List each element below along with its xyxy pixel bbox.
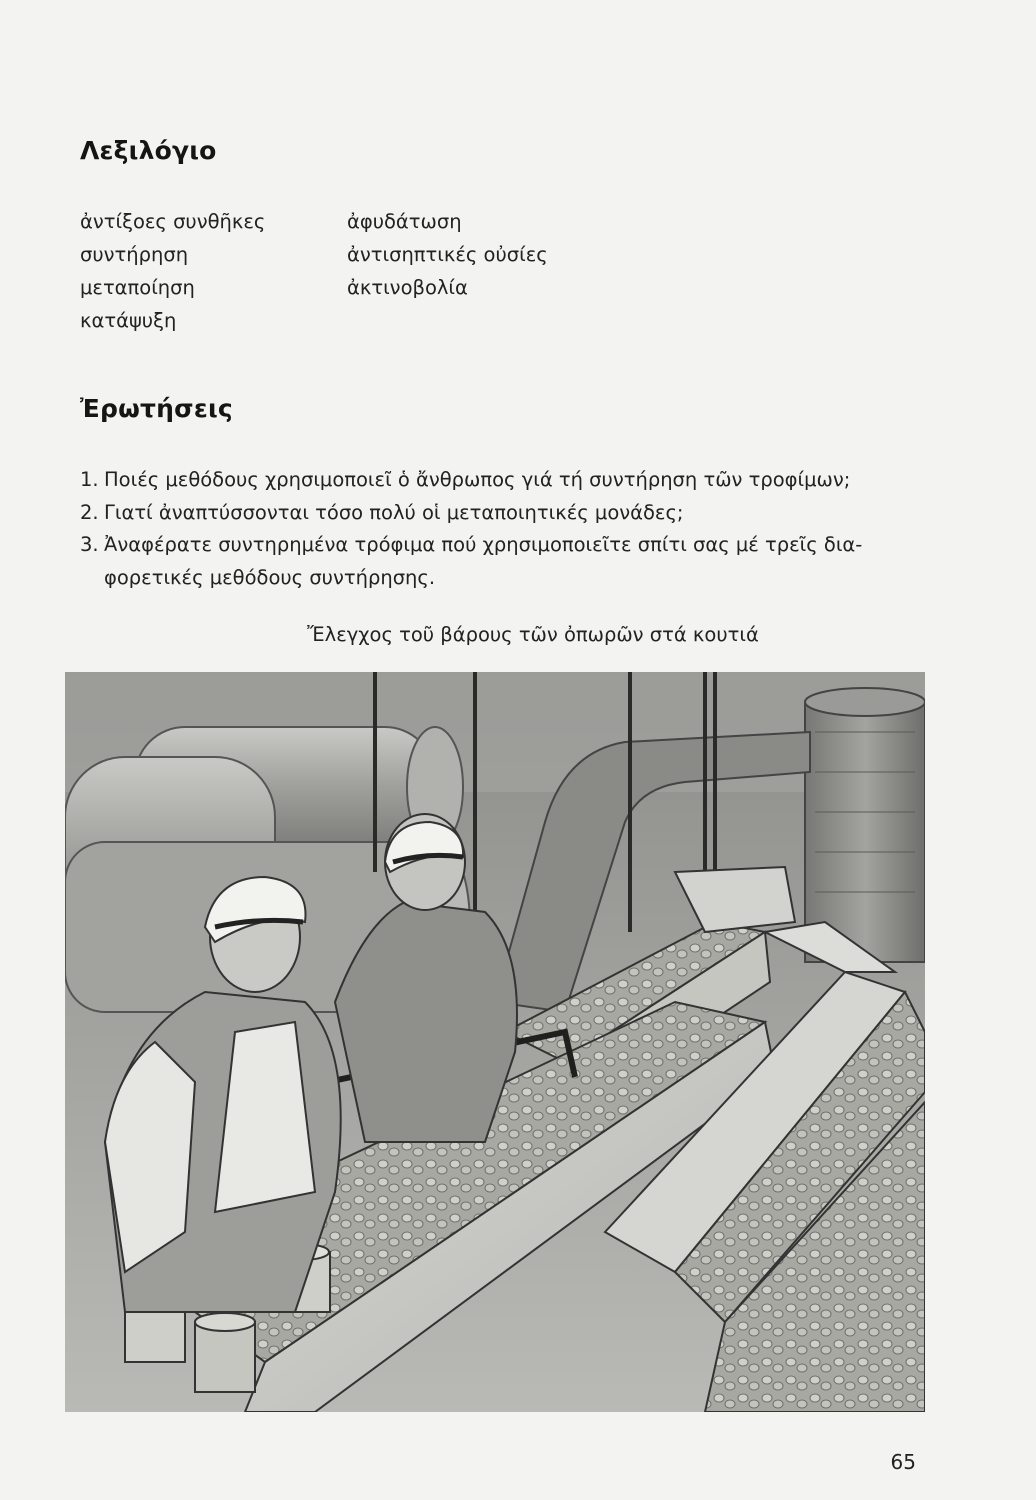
vocabulary-term: ἀντισηπτικές οὐσίες [347, 243, 548, 266]
question-text: Ἀναφέρατε συντηρημένα τρόφιμα πού χρησιμοποιεῖτε σπίτι σας μέ τρεῖς δια-φορετικές μεθόδους συντήρησης. [104, 533, 863, 589]
question-text: Γιατί ἀναπτύσσονται τόσο πολύ οἱ μεταποιητικές μονάδες; [104, 500, 684, 524]
factory-illustration [65, 672, 925, 1412]
question-number: 1. [80, 468, 99, 491]
question-item [80, 464, 940, 497]
questions-list [80, 464, 940, 594]
vocabulary-column-1 [80, 205, 265, 337]
vocabulary-term: ἀντίξοες συνθῆκες [80, 210, 266, 233]
vocabulary-column-2 [347, 205, 548, 304]
questions-heading: Ἐρωτήσεις [80, 394, 233, 423]
question-item [80, 497, 940, 530]
page-number: 65 [890, 1450, 916, 1474]
illustration-caption: Ἔλεγχος τοῦ βάρους τῶν ὀπωρῶν στά κουτιά [307, 623, 759, 646]
vocabulary-term: κατάψυξη [80, 309, 177, 332]
vocabulary-term: συντήρηση [80, 243, 189, 266]
question-text: Ποιές μεθόδους χρησιμοποιεῖ ὁ ἄνθρωπος γιά τή συντήρηση τῶν τροφίμων; [104, 468, 851, 491]
vocabulary-term: ἀφυδάτωση [347, 210, 462, 233]
vocabulary-term: μεταποίηση [80, 276, 195, 299]
question-number: 3. [80, 533, 99, 556]
silo [805, 688, 925, 962]
question-item [80, 529, 940, 594]
vocabulary-term: ἀκτινοβολία [347, 276, 468, 299]
question-number: 2. [80, 500, 99, 524]
vocabulary-heading: Λεξιλόγιο [80, 136, 217, 165]
